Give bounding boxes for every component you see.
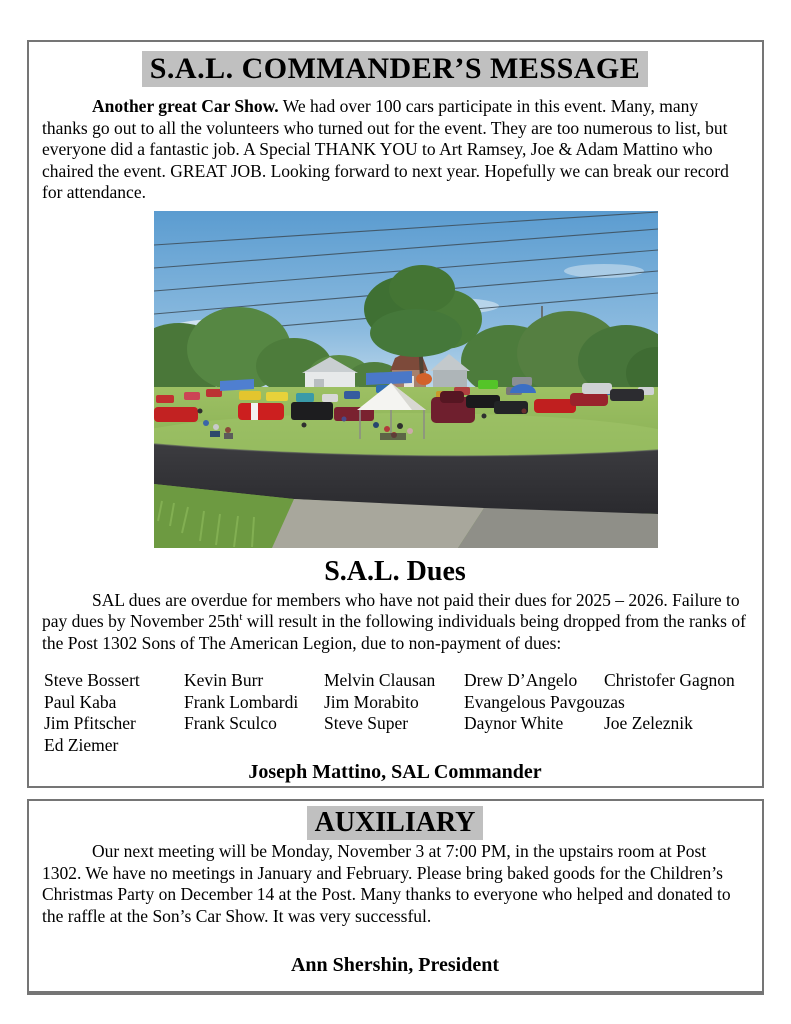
member-name: Paul Kaba	[44, 691, 117, 712]
member-name: Jim Pfitscher	[44, 713, 136, 733]
member-name: Christofer Gagnon	[604, 670, 735, 690]
member-name: Frank Lombardi	[184, 691, 299, 712]
member-name: Drew D’Angelo	[464, 670, 578, 690]
sal-commanders-message-section	[27, 40, 764, 788]
names-row-2	[44, 692, 748, 714]
member-name: Kevin Burr	[184, 670, 264, 690]
member-name: Evangelous Pavgouzas	[464, 691, 625, 712]
member-name: Steve Super	[324, 713, 409, 733]
aux-paragraph: Our next meeting will be Monday, November 3 at 7:00 PM, in the upstairs room at Post 1302. We have no meetings in January and February. Please bring baked goods for the Children’s Christmas Party on December 14 at the Post. Many thanks to everyone who helped and donated to the raffle at the Son’s Car Show. It was very successful.	[42, 841, 731, 926]
sal-signature: Joseph Mattino, SAL Commander	[248, 761, 542, 783]
sal-dues-paragraph	[42, 590, 748, 655]
member-name: Daynor White	[464, 713, 564, 733]
aux-heading-text: AUXILIARY	[307, 806, 484, 840]
auxiliary-section	[27, 799, 764, 995]
photo-light-road	[458, 508, 658, 548]
car-show-photo-svg	[154, 211, 658, 548]
member-name: Steve Bossert	[44, 670, 140, 690]
names-row-4	[44, 735, 748, 757]
member-name: Frank Sculco	[184, 713, 277, 733]
names-row-1	[44, 670, 748, 692]
dues-names-list	[44, 670, 748, 756]
member-name: Ed Ziemer	[44, 734, 119, 755]
names-row-3	[44, 713, 748, 735]
sal-dues-heading: S.A.L. Dues	[324, 555, 466, 587]
sal-heading-text: S.A.L. COMMANDER’S MESSAGE	[142, 51, 649, 87]
sal-message-paragraph	[42, 96, 748, 204]
sal-heading	[42, 52, 748, 86]
member-name: Joe Zeleznik	[604, 713, 693, 733]
car-show-photo	[154, 211, 658, 548]
dues-text-after: will result in the following individuals being dropped from the ranks of the Post 1302 Sons of The American Legion, due to non-payment of dues:	[42, 611, 746, 653]
aux-heading	[42, 807, 748, 839]
dues-superscript: t	[239, 611, 243, 624]
dues-text-before: SAL dues are overdue for members who have not paid their dues for 2025 – 2026. Failure to pay dues by November 25th	[42, 589, 740, 631]
sal-message-body: We had over 100 cars participate in this event. Many, many thanks go out to all the volunteers who turned out for the event. They are too numerous to list, but everyone did a fantastic job. A Special THANK YOU to Art Ramsey, Joe & Adam Mattino who chaired the event. GREAT JOB. Looking forward to next year. Hopefully we can break our record for attendance.	[42, 96, 729, 202]
member-name: Jim Morabito	[324, 691, 419, 712]
member-name: Melvin Clausan	[324, 670, 436, 690]
sal-message-lead: Another great Car Show.	[92, 96, 279, 116]
aux-signature: Ann Shershin, President	[290, 954, 499, 976]
